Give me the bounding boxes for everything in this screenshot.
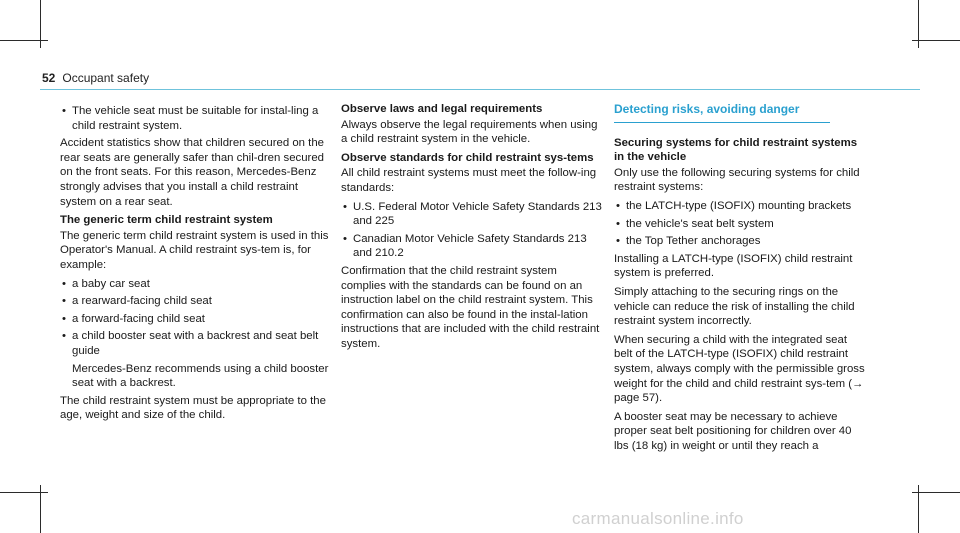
paragraph: The child restraint system must be appropriate to the age, weight and size of the child. bbox=[60, 394, 326, 422]
paragraph: The generic term child restraint system is used in this Operator's Manual. A child restraint sys-tem is, for example: bbox=[60, 229, 329, 271]
bullet-item: • the LATCH-type (ISOFIX) mounting brackets bbox=[614, 199, 866, 214]
bullet-item: • the vehicle's seat belt system bbox=[614, 217, 866, 232]
watermark: carmanualsonline.info bbox=[572, 509, 744, 528]
bullet-item: • U.S. Federal Motor Vehicle Safety Standards 213 and 225 bbox=[341, 200, 603, 229]
bullet-item: • Canadian Motor Vehicle Safety Standards 213 and 210.2 bbox=[341, 232, 603, 261]
heading: Observe standards for child restraint sys-tems bbox=[341, 151, 594, 164]
paragraph: Always observe the legal requirements when using a child restraint system in the vehicle. bbox=[341, 118, 598, 146]
paragraph: A booster seat may be necessary to achieve proper seat belt positioning for children over 40 lbs (18 kg) in weight or until they reach a bbox=[614, 410, 852, 452]
page-header bbox=[42, 71, 149, 85]
sub-note: Mercedes-Benz recommends using a child booster seat with a backrest. bbox=[72, 362, 329, 390]
bullet-item: • the Top Tether anchorages bbox=[614, 234, 866, 249]
heading: The generic term child restraint system bbox=[60, 214, 273, 227]
page-number: 52 bbox=[42, 71, 56, 85]
header-rule bbox=[40, 89, 920, 90]
crop-mark bbox=[912, 40, 960, 41]
paragraph: Confirmation that the child restraint system complies with the standards can be found on an instruction label on the child restraint system. This confirmation can also be found in the instal-lation instructions that are included with the child restraint system. bbox=[341, 264, 600, 350]
column-3 bbox=[614, 102, 866, 457]
section-name: Occupant safety bbox=[62, 71, 150, 85]
paragraph: When securing a child with the integrated seat belt of the LATCH-type (ISOFIX) child restraint system, always comply with the permissible gross weight for the child and child restraint sys-tem (→ page 57). bbox=[614, 333, 865, 405]
bullet-item: • a rearward-facing child seat bbox=[60, 294, 330, 309]
paragraph: All child restraint systems must meet the follow-ing standards: bbox=[341, 167, 597, 194]
paragraph: Accident statistics show that children secured on the rear seats are generally safer than chil-dren secured on the front seats. For this reason, Mercedes-Benz strongly advises that you install a child restraint system on a rear seat. bbox=[60, 137, 325, 208]
column-1 bbox=[60, 102, 330, 427]
heading: Observe laws and legal requirements bbox=[341, 103, 543, 115]
bullet-item: • a child booster seat with a backrest and seat belt guide bbox=[60, 329, 330, 358]
section-rule bbox=[614, 122, 830, 123]
section-title: Detecting risks, avoiding danger bbox=[614, 102, 800, 116]
crop-mark bbox=[0, 40, 48, 41]
paragraph: Only use the following securing systems for child restraint systems: bbox=[614, 166, 860, 194]
column-2 bbox=[341, 102, 603, 356]
crop-mark bbox=[912, 492, 960, 493]
paragraph: Simply attaching to the securing rings on the vehicle can reduce the risk of installing the child restraint system incorrectly. bbox=[614, 285, 855, 328]
crop-mark bbox=[0, 492, 48, 493]
bullet-item: • a baby car seat bbox=[60, 277, 330, 292]
heading: Securing systems for child restraint systems in the vehicle bbox=[614, 136, 858, 164]
paragraph: Installing a LATCH-type (ISOFIX) child restraint system is preferred. bbox=[614, 252, 853, 280]
bullet-item: • a forward-facing child seat bbox=[60, 312, 330, 327]
bullet-item: • The vehicle seat must be suitable for instal-ling a child restraint system. bbox=[60, 104, 330, 133]
